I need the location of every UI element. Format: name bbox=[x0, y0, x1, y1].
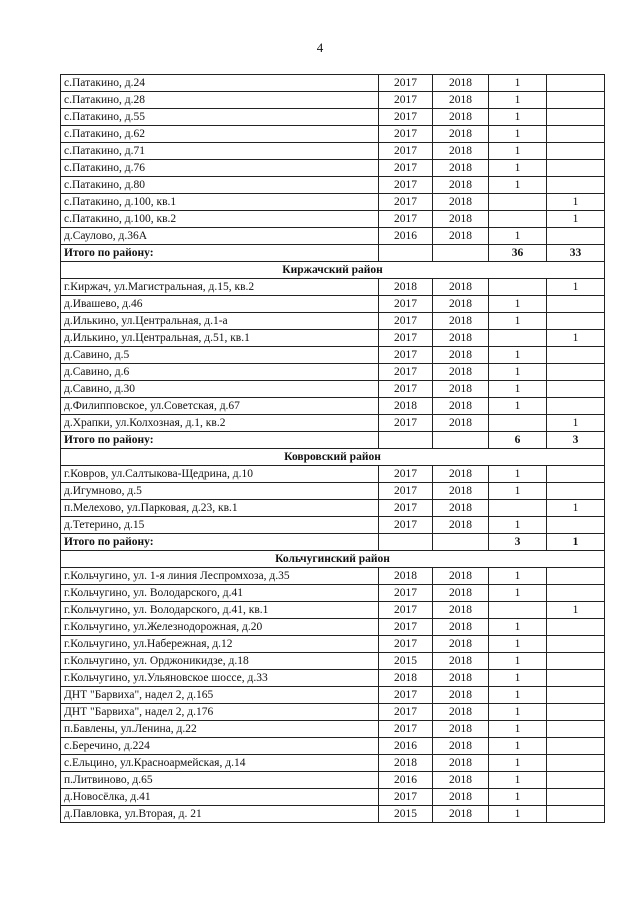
district-header-row bbox=[61, 551, 605, 568]
address-cell: д.Филипповское, ул.Советская, д.67 bbox=[61, 398, 379, 415]
year-end-cell: 2018 bbox=[433, 772, 489, 789]
address-cell: г.Кольчугино, ул. 1-я линия Леспромхоза, д.35 bbox=[61, 568, 379, 585]
table-row bbox=[61, 704, 605, 721]
year-end-cell: 2018 bbox=[433, 806, 489, 823]
table-row bbox=[61, 738, 605, 755]
count-b-cell: 1 bbox=[547, 415, 605, 432]
table-row bbox=[61, 126, 605, 143]
table-row bbox=[61, 670, 605, 687]
year-start-cell: 2017 bbox=[379, 381, 433, 398]
address-cell: г.Кольчугино, ул. Володарского, д.41, кв.1 bbox=[61, 602, 379, 619]
address-cell: с.Патакино, д.76 bbox=[61, 160, 379, 177]
table-row bbox=[61, 466, 605, 483]
address-cell: с.Патакино, д.71 bbox=[61, 143, 379, 160]
address-cell: с.Патакино, д.28 bbox=[61, 92, 379, 109]
address-cell: с.Патакино, д.100, кв.2 bbox=[61, 211, 379, 228]
year-start-cell: 2017 bbox=[379, 619, 433, 636]
table-row bbox=[61, 279, 605, 296]
table-row bbox=[61, 143, 605, 160]
year-start-cell: 2018 bbox=[379, 670, 433, 687]
district-name: Кольчугинский район bbox=[61, 551, 605, 568]
district-total-row bbox=[61, 245, 605, 262]
count-b-cell bbox=[547, 398, 605, 415]
year-start-cell: 2017 bbox=[379, 364, 433, 381]
count-a-cell: 1 bbox=[489, 687, 547, 704]
count-a-cell: 1 bbox=[489, 721, 547, 738]
district-header-row bbox=[61, 262, 605, 279]
table-row bbox=[61, 500, 605, 517]
year-end-cell: 2018 bbox=[433, 279, 489, 296]
year-start-cell: 2015 bbox=[379, 806, 433, 823]
count-a-cell bbox=[489, 194, 547, 211]
address-cell: д.Илькино, ул.Центральная, д.51, кв.1 bbox=[61, 330, 379, 347]
year-end-cell: 2018 bbox=[433, 602, 489, 619]
year-start-cell: 2017 bbox=[379, 704, 433, 721]
table-row bbox=[61, 653, 605, 670]
count-a-cell: 1 bbox=[489, 755, 547, 772]
year-start-cell: 2017 bbox=[379, 636, 433, 653]
register-table bbox=[60, 74, 605, 823]
table-row bbox=[61, 92, 605, 109]
count-b-cell bbox=[547, 109, 605, 126]
table-row bbox=[61, 330, 605, 347]
table-row bbox=[61, 517, 605, 534]
count-a-cell: 1 bbox=[489, 619, 547, 636]
count-b-cell bbox=[547, 789, 605, 806]
year-end-cell: 2018 bbox=[433, 721, 489, 738]
year-start-cell: 2017 bbox=[379, 143, 433, 160]
table-row bbox=[61, 228, 605, 245]
count-a-cell: 1 bbox=[489, 466, 547, 483]
count-b-cell bbox=[547, 160, 605, 177]
table-row bbox=[61, 483, 605, 500]
address-cell: г.Ковров, ул.Салтыкова-Щедрина, д.10 bbox=[61, 466, 379, 483]
table-row bbox=[61, 585, 605, 602]
total-count-b-cell: 1 bbox=[547, 534, 605, 551]
year-start-cell: 2017 bbox=[379, 313, 433, 330]
total-count-a-cell: 36 bbox=[489, 245, 547, 262]
count-b-cell bbox=[547, 653, 605, 670]
total-label: Итого по району: bbox=[61, 432, 379, 449]
year-end-cell: 2018 bbox=[433, 330, 489, 347]
count-b-cell: 1 bbox=[547, 279, 605, 296]
year-end-cell: 2018 bbox=[433, 415, 489, 432]
table-row bbox=[61, 772, 605, 789]
count-a-cell: 1 bbox=[489, 228, 547, 245]
address-cell: с.Патакино, д.24 bbox=[61, 75, 379, 92]
year-start-cell: 2017 bbox=[379, 602, 433, 619]
table-row bbox=[61, 398, 605, 415]
count-a-cell bbox=[489, 211, 547, 228]
count-a-cell: 1 bbox=[489, 143, 547, 160]
total-label: Итого по району: bbox=[61, 245, 379, 262]
year-end-cell: 2018 bbox=[433, 398, 489, 415]
count-b-cell: 1 bbox=[547, 211, 605, 228]
count-b-cell bbox=[547, 721, 605, 738]
count-b-cell: 1 bbox=[547, 194, 605, 211]
year-end-cell: 2018 bbox=[433, 160, 489, 177]
year-start-cell: 2017 bbox=[379, 517, 433, 534]
count-a-cell: 1 bbox=[489, 92, 547, 109]
year-end-cell: 2018 bbox=[433, 126, 489, 143]
year-start-cell: 2017 bbox=[379, 500, 433, 517]
count-a-cell: 1 bbox=[489, 381, 547, 398]
year-end-cell: 2018 bbox=[433, 194, 489, 211]
district-name: Киржачский район bbox=[61, 262, 605, 279]
count-a-cell: 1 bbox=[489, 517, 547, 534]
total-count-a-cell: 6 bbox=[489, 432, 547, 449]
year-start-cell: 2015 bbox=[379, 653, 433, 670]
address-cell: г.Кольчугино, ул. Орджоникидзе, д.18 bbox=[61, 653, 379, 670]
count-a-cell: 1 bbox=[489, 160, 547, 177]
count-b-cell bbox=[547, 296, 605, 313]
year-start-cell: 2017 bbox=[379, 585, 433, 602]
address-cell: с.Беречино, д.224 bbox=[61, 738, 379, 755]
year-end-cell: 2018 bbox=[433, 568, 489, 585]
table-row bbox=[61, 619, 605, 636]
table-row bbox=[61, 415, 605, 432]
table-row bbox=[61, 568, 605, 585]
address-cell: г.Кольчугино, ул.Железнодорожная, д.20 bbox=[61, 619, 379, 636]
address-cell: д.Новосёлка, д.41 bbox=[61, 789, 379, 806]
year-start-cell: 2018 bbox=[379, 568, 433, 585]
count-b-cell bbox=[547, 75, 605, 92]
table-row bbox=[61, 177, 605, 194]
address-cell: п.Мелехово, ул.Парковая, д.23, кв.1 bbox=[61, 500, 379, 517]
district-total-row bbox=[61, 534, 605, 551]
total-year-end-cell bbox=[433, 534, 489, 551]
count-b-cell bbox=[547, 177, 605, 194]
table-row bbox=[61, 602, 605, 619]
year-start-cell: 2017 bbox=[379, 466, 433, 483]
address-cell: г.Кольчугино, ул.Ульяновское шоссе, д.33 bbox=[61, 670, 379, 687]
address-cell: ДНТ "Барвиха", надел 2, д.165 bbox=[61, 687, 379, 704]
count-a-cell bbox=[489, 330, 547, 347]
address-cell: с.Патакино, д.62 bbox=[61, 126, 379, 143]
count-b-cell bbox=[547, 364, 605, 381]
count-a-cell bbox=[489, 500, 547, 517]
address-cell: д.Ивашево, д.46 bbox=[61, 296, 379, 313]
count-b-cell bbox=[547, 517, 605, 534]
year-end-cell: 2018 bbox=[433, 92, 489, 109]
table-row bbox=[61, 211, 605, 228]
address-cell: д.Тетерино, д.15 bbox=[61, 517, 379, 534]
year-start-cell: 2017 bbox=[379, 483, 433, 500]
page-number: 4 bbox=[316, 40, 324, 55]
count-a-cell: 1 bbox=[489, 313, 547, 330]
count-a-cell: 1 bbox=[489, 738, 547, 755]
total-year-end-cell bbox=[433, 245, 489, 262]
year-start-cell: 2017 bbox=[379, 211, 433, 228]
table-row bbox=[61, 364, 605, 381]
year-end-cell: 2018 bbox=[433, 738, 489, 755]
district-name: Ковровский район bbox=[61, 449, 605, 466]
table-row bbox=[61, 636, 605, 653]
year-end-cell: 2018 bbox=[433, 109, 489, 126]
total-label: Итого по району: bbox=[61, 534, 379, 551]
year-end-cell: 2018 bbox=[433, 296, 489, 313]
count-b-cell bbox=[547, 687, 605, 704]
count-a-cell bbox=[489, 602, 547, 619]
count-a-cell: 1 bbox=[489, 364, 547, 381]
count-a-cell: 1 bbox=[489, 75, 547, 92]
count-b-cell bbox=[547, 313, 605, 330]
count-a-cell: 1 bbox=[489, 109, 547, 126]
address-cell: д.Саулово, д.36А bbox=[61, 228, 379, 245]
count-b-cell bbox=[547, 670, 605, 687]
count-b-cell bbox=[547, 568, 605, 585]
count-b-cell bbox=[547, 483, 605, 500]
count-a-cell: 1 bbox=[489, 483, 547, 500]
count-a-cell: 1 bbox=[489, 653, 547, 670]
count-b-cell bbox=[547, 347, 605, 364]
count-a-cell bbox=[489, 279, 547, 296]
year-end-cell: 2018 bbox=[433, 687, 489, 704]
table-row bbox=[61, 160, 605, 177]
year-end-cell: 2018 bbox=[433, 755, 489, 772]
count-b-cell bbox=[547, 228, 605, 245]
year-end-cell: 2018 bbox=[433, 704, 489, 721]
address-cell: д.Савино, д.6 bbox=[61, 364, 379, 381]
year-start-cell: 2017 bbox=[379, 330, 433, 347]
address-cell: с.Патакино, д.80 bbox=[61, 177, 379, 194]
count-b-cell: 1 bbox=[547, 330, 605, 347]
year-end-cell: 2018 bbox=[433, 143, 489, 160]
count-b-cell bbox=[547, 143, 605, 160]
year-start-cell: 2016 bbox=[379, 228, 433, 245]
year-start-cell: 2017 bbox=[379, 160, 433, 177]
year-end-cell: 2018 bbox=[433, 381, 489, 398]
year-start-cell: 2017 bbox=[379, 109, 433, 126]
count-b-cell bbox=[547, 738, 605, 755]
count-a-cell: 1 bbox=[489, 177, 547, 194]
count-a-cell: 1 bbox=[489, 670, 547, 687]
year-start-cell: 2017 bbox=[379, 296, 433, 313]
year-start-cell: 2018 bbox=[379, 755, 433, 772]
year-end-cell: 2018 bbox=[433, 313, 489, 330]
count-a-cell: 1 bbox=[489, 398, 547, 415]
count-a-cell: 1 bbox=[489, 126, 547, 143]
count-b-cell bbox=[547, 92, 605, 109]
count-a-cell: 1 bbox=[489, 789, 547, 806]
year-end-cell: 2018 bbox=[433, 585, 489, 602]
table-row bbox=[61, 194, 605, 211]
year-start-cell: 2017 bbox=[379, 177, 433, 194]
count-b-cell bbox=[547, 755, 605, 772]
table-row bbox=[61, 296, 605, 313]
count-a-cell: 1 bbox=[489, 347, 547, 364]
year-start-cell: 2017 bbox=[379, 92, 433, 109]
address-cell: д.Савино, д.5 bbox=[61, 347, 379, 364]
address-cell: д.Илькино, ул.Центральная, д.1-а bbox=[61, 313, 379, 330]
count-b-cell: 1 bbox=[547, 500, 605, 517]
count-b-cell bbox=[547, 704, 605, 721]
year-start-cell: 2017 bbox=[379, 75, 433, 92]
address-cell: г.Киржач, ул.Магистральная, д.15, кв.2 bbox=[61, 279, 379, 296]
total-count-b-cell: 3 bbox=[547, 432, 605, 449]
table-row bbox=[61, 347, 605, 364]
address-cell: п.Бавлены, ул.Ленина, д.22 bbox=[61, 721, 379, 738]
total-year-end-cell bbox=[433, 432, 489, 449]
count-a-cell: 1 bbox=[489, 704, 547, 721]
count-a-cell bbox=[489, 415, 547, 432]
year-start-cell: 2018 bbox=[379, 398, 433, 415]
table-row bbox=[61, 381, 605, 398]
address-cell: д.Савино, д.30 bbox=[61, 381, 379, 398]
year-end-cell: 2018 bbox=[433, 211, 489, 228]
year-start-cell: 2017 bbox=[379, 194, 433, 211]
year-end-cell: 2018 bbox=[433, 347, 489, 364]
year-start-cell: 2017 bbox=[379, 126, 433, 143]
count-b-cell bbox=[547, 126, 605, 143]
table-row bbox=[61, 687, 605, 704]
year-end-cell: 2018 bbox=[433, 75, 489, 92]
year-end-cell: 2018 bbox=[433, 619, 489, 636]
count-a-cell: 1 bbox=[489, 585, 547, 602]
count-b-cell bbox=[547, 619, 605, 636]
count-b-cell bbox=[547, 636, 605, 653]
table-row bbox=[61, 75, 605, 92]
year-end-cell: 2018 bbox=[433, 636, 489, 653]
year-start-cell: 2017 bbox=[379, 721, 433, 738]
year-end-cell: 2018 bbox=[433, 500, 489, 517]
total-year-start-cell bbox=[379, 534, 433, 551]
total-count-a-cell: 3 bbox=[489, 534, 547, 551]
district-header-row bbox=[61, 449, 605, 466]
year-start-cell: 2018 bbox=[379, 279, 433, 296]
count-b-cell bbox=[547, 466, 605, 483]
year-start-cell: 2017 bbox=[379, 687, 433, 704]
table-row bbox=[61, 313, 605, 330]
total-year-start-cell bbox=[379, 432, 433, 449]
count-b-cell: 1 bbox=[547, 602, 605, 619]
count-a-cell: 1 bbox=[489, 296, 547, 313]
count-a-cell: 1 bbox=[489, 772, 547, 789]
address-cell: с.Ельцино, ул.Красноармейская, д.14 bbox=[61, 755, 379, 772]
address-cell: д.Игумново, д.5 bbox=[61, 483, 379, 500]
count-a-cell: 1 bbox=[489, 806, 547, 823]
year-start-cell: 2017 bbox=[379, 789, 433, 806]
year-end-cell: 2018 bbox=[433, 483, 489, 500]
table-row bbox=[61, 721, 605, 738]
district-total-row bbox=[61, 432, 605, 449]
year-start-cell: 2016 bbox=[379, 738, 433, 755]
address-cell: п.Литвиново, д.65 bbox=[61, 772, 379, 789]
year-end-cell: 2018 bbox=[433, 364, 489, 381]
count-b-cell bbox=[547, 585, 605, 602]
address-cell: д.Павловка, ул.Вторая, д. 21 bbox=[61, 806, 379, 823]
register-body bbox=[61, 75, 605, 823]
count-a-cell: 1 bbox=[489, 636, 547, 653]
address-cell: с.Патакино, д.100, кв.1 bbox=[61, 194, 379, 211]
year-start-cell: 2017 bbox=[379, 415, 433, 432]
count-b-cell bbox=[547, 381, 605, 398]
address-cell: г.Кольчугино, ул. Володарского, д.41 bbox=[61, 585, 379, 602]
year-end-cell: 2018 bbox=[433, 177, 489, 194]
year-end-cell: 2018 bbox=[433, 517, 489, 534]
table-row bbox=[61, 789, 605, 806]
table-row bbox=[61, 109, 605, 126]
address-cell: г.Кольчугино, ул.Набережная, д.12 bbox=[61, 636, 379, 653]
address-cell: д.Храпки, ул.Колхозная, д.1, кв.2 bbox=[61, 415, 379, 432]
count-b-cell bbox=[547, 772, 605, 789]
count-a-cell: 1 bbox=[489, 568, 547, 585]
count-b-cell bbox=[547, 806, 605, 823]
year-end-cell: 2018 bbox=[433, 466, 489, 483]
year-start-cell: 2016 bbox=[379, 772, 433, 789]
address-cell: с.Патакино, д.55 bbox=[61, 109, 379, 126]
year-end-cell: 2018 bbox=[433, 789, 489, 806]
year-end-cell: 2018 bbox=[433, 653, 489, 670]
year-end-cell: 2018 bbox=[433, 670, 489, 687]
year-start-cell: 2017 bbox=[379, 347, 433, 364]
total-year-start-cell bbox=[379, 245, 433, 262]
year-end-cell: 2018 bbox=[433, 228, 489, 245]
total-count-b-cell: 33 bbox=[547, 245, 605, 262]
table-row bbox=[61, 755, 605, 772]
table-row bbox=[61, 806, 605, 823]
address-cell: ДНТ "Барвиха", надел 2, д.176 bbox=[61, 704, 379, 721]
